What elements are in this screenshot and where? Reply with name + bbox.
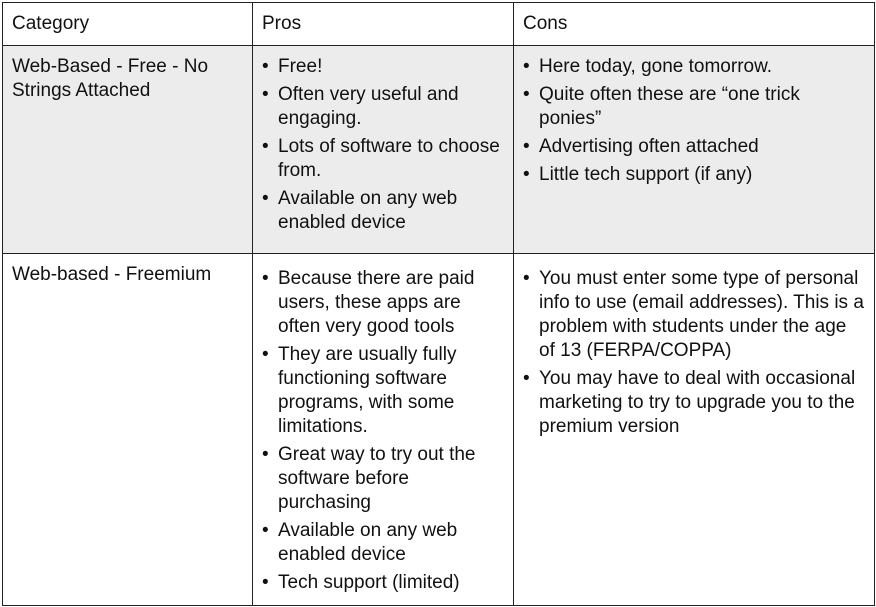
bullet-icon: • bbox=[262, 268, 269, 289]
bullet-icon: • bbox=[262, 188, 269, 209]
bullet-icon: • bbox=[523, 368, 530, 389]
bullet-icon: • bbox=[523, 164, 530, 185]
bullet-icon: • bbox=[262, 444, 269, 465]
comparison-table-container bbox=[2, 2, 874, 605]
header-pros: Pros bbox=[253, 3, 514, 46]
list-item bbox=[523, 163, 866, 187]
list-item bbox=[262, 267, 505, 339]
cons-list bbox=[523, 267, 866, 439]
bullet-icon: • bbox=[523, 56, 530, 77]
list-item-text: Quite often these are “one trick ponies” bbox=[539, 84, 800, 129]
list-item bbox=[523, 135, 866, 159]
list-item bbox=[262, 519, 505, 567]
list-item-text: Advertising often attached bbox=[539, 136, 759, 157]
cons-cell bbox=[514, 46, 875, 254]
header-category: Category bbox=[3, 3, 253, 46]
list-item bbox=[262, 571, 505, 595]
list-item-text: Free! bbox=[278, 56, 323, 77]
bullet-icon: • bbox=[262, 56, 269, 77]
list-item-text: You may have to deal with occasional marketing to try to upgrade you to the premium version bbox=[539, 368, 856, 437]
list-item-text: Lots of software to choose from. bbox=[278, 136, 500, 181]
category-cell bbox=[3, 254, 253, 606]
table-row-free bbox=[3, 46, 875, 254]
list-item-text: Often very useful and engaging. bbox=[278, 84, 459, 129]
bullet-icon: • bbox=[523, 84, 530, 105]
list-item-text: Here today, gone tomorrow. bbox=[539, 56, 773, 77]
bullet-icon: • bbox=[262, 344, 269, 365]
list-item-text: Little tech support (if any) bbox=[539, 164, 753, 185]
list-item bbox=[262, 343, 505, 439]
list-item bbox=[262, 187, 505, 235]
list-item bbox=[523, 267, 866, 363]
list-item bbox=[523, 55, 866, 79]
list-item-text: Available on any web enabled device bbox=[278, 188, 458, 233]
list-item bbox=[262, 55, 505, 79]
list-item bbox=[523, 367, 866, 439]
category-label: Web-based - Freemium bbox=[12, 264, 212, 285]
cons-cell bbox=[514, 254, 875, 606]
category-cell bbox=[3, 46, 253, 254]
list-item-text: Great way to try out the software before purchasing bbox=[278, 444, 476, 513]
table-header-row bbox=[3, 3, 875, 46]
bullet-icon: • bbox=[523, 268, 530, 289]
list-item-text: Available on any web enabled device bbox=[278, 520, 458, 565]
pros-cons-table bbox=[2, 2, 875, 606]
list-item bbox=[262, 135, 505, 183]
pros-cell bbox=[253, 46, 514, 254]
bullet-icon: • bbox=[262, 136, 269, 157]
bullet-icon: • bbox=[523, 136, 530, 157]
header-cons: Cons bbox=[514, 3, 875, 46]
table-row-freemium bbox=[3, 254, 875, 606]
list-item bbox=[262, 443, 505, 515]
list-item-text: Tech support (limited) bbox=[278, 572, 460, 593]
bullet-icon: • bbox=[262, 572, 269, 593]
bullet-icon: • bbox=[262, 520, 269, 541]
pros-list bbox=[262, 267, 505, 595]
pros-list bbox=[262, 55, 505, 235]
pros-cell bbox=[253, 254, 514, 606]
list-item-text: Because there are paid users, these apps are often very good tools bbox=[278, 268, 475, 337]
list-item-text: They are usually fully functioning software programs, with some limitations. bbox=[278, 344, 457, 437]
bullet-icon: • bbox=[262, 84, 269, 105]
list-item-text: You must enter some type of personal info to use (email addresses). This is a problem with students under the age of 13 (FERPA/COPPA) bbox=[539, 268, 864, 361]
category-label: Web-Based - Free - No Strings Attached bbox=[12, 56, 209, 101]
list-item bbox=[523, 83, 866, 131]
list-item bbox=[262, 83, 505, 131]
cons-list bbox=[523, 55, 866, 187]
